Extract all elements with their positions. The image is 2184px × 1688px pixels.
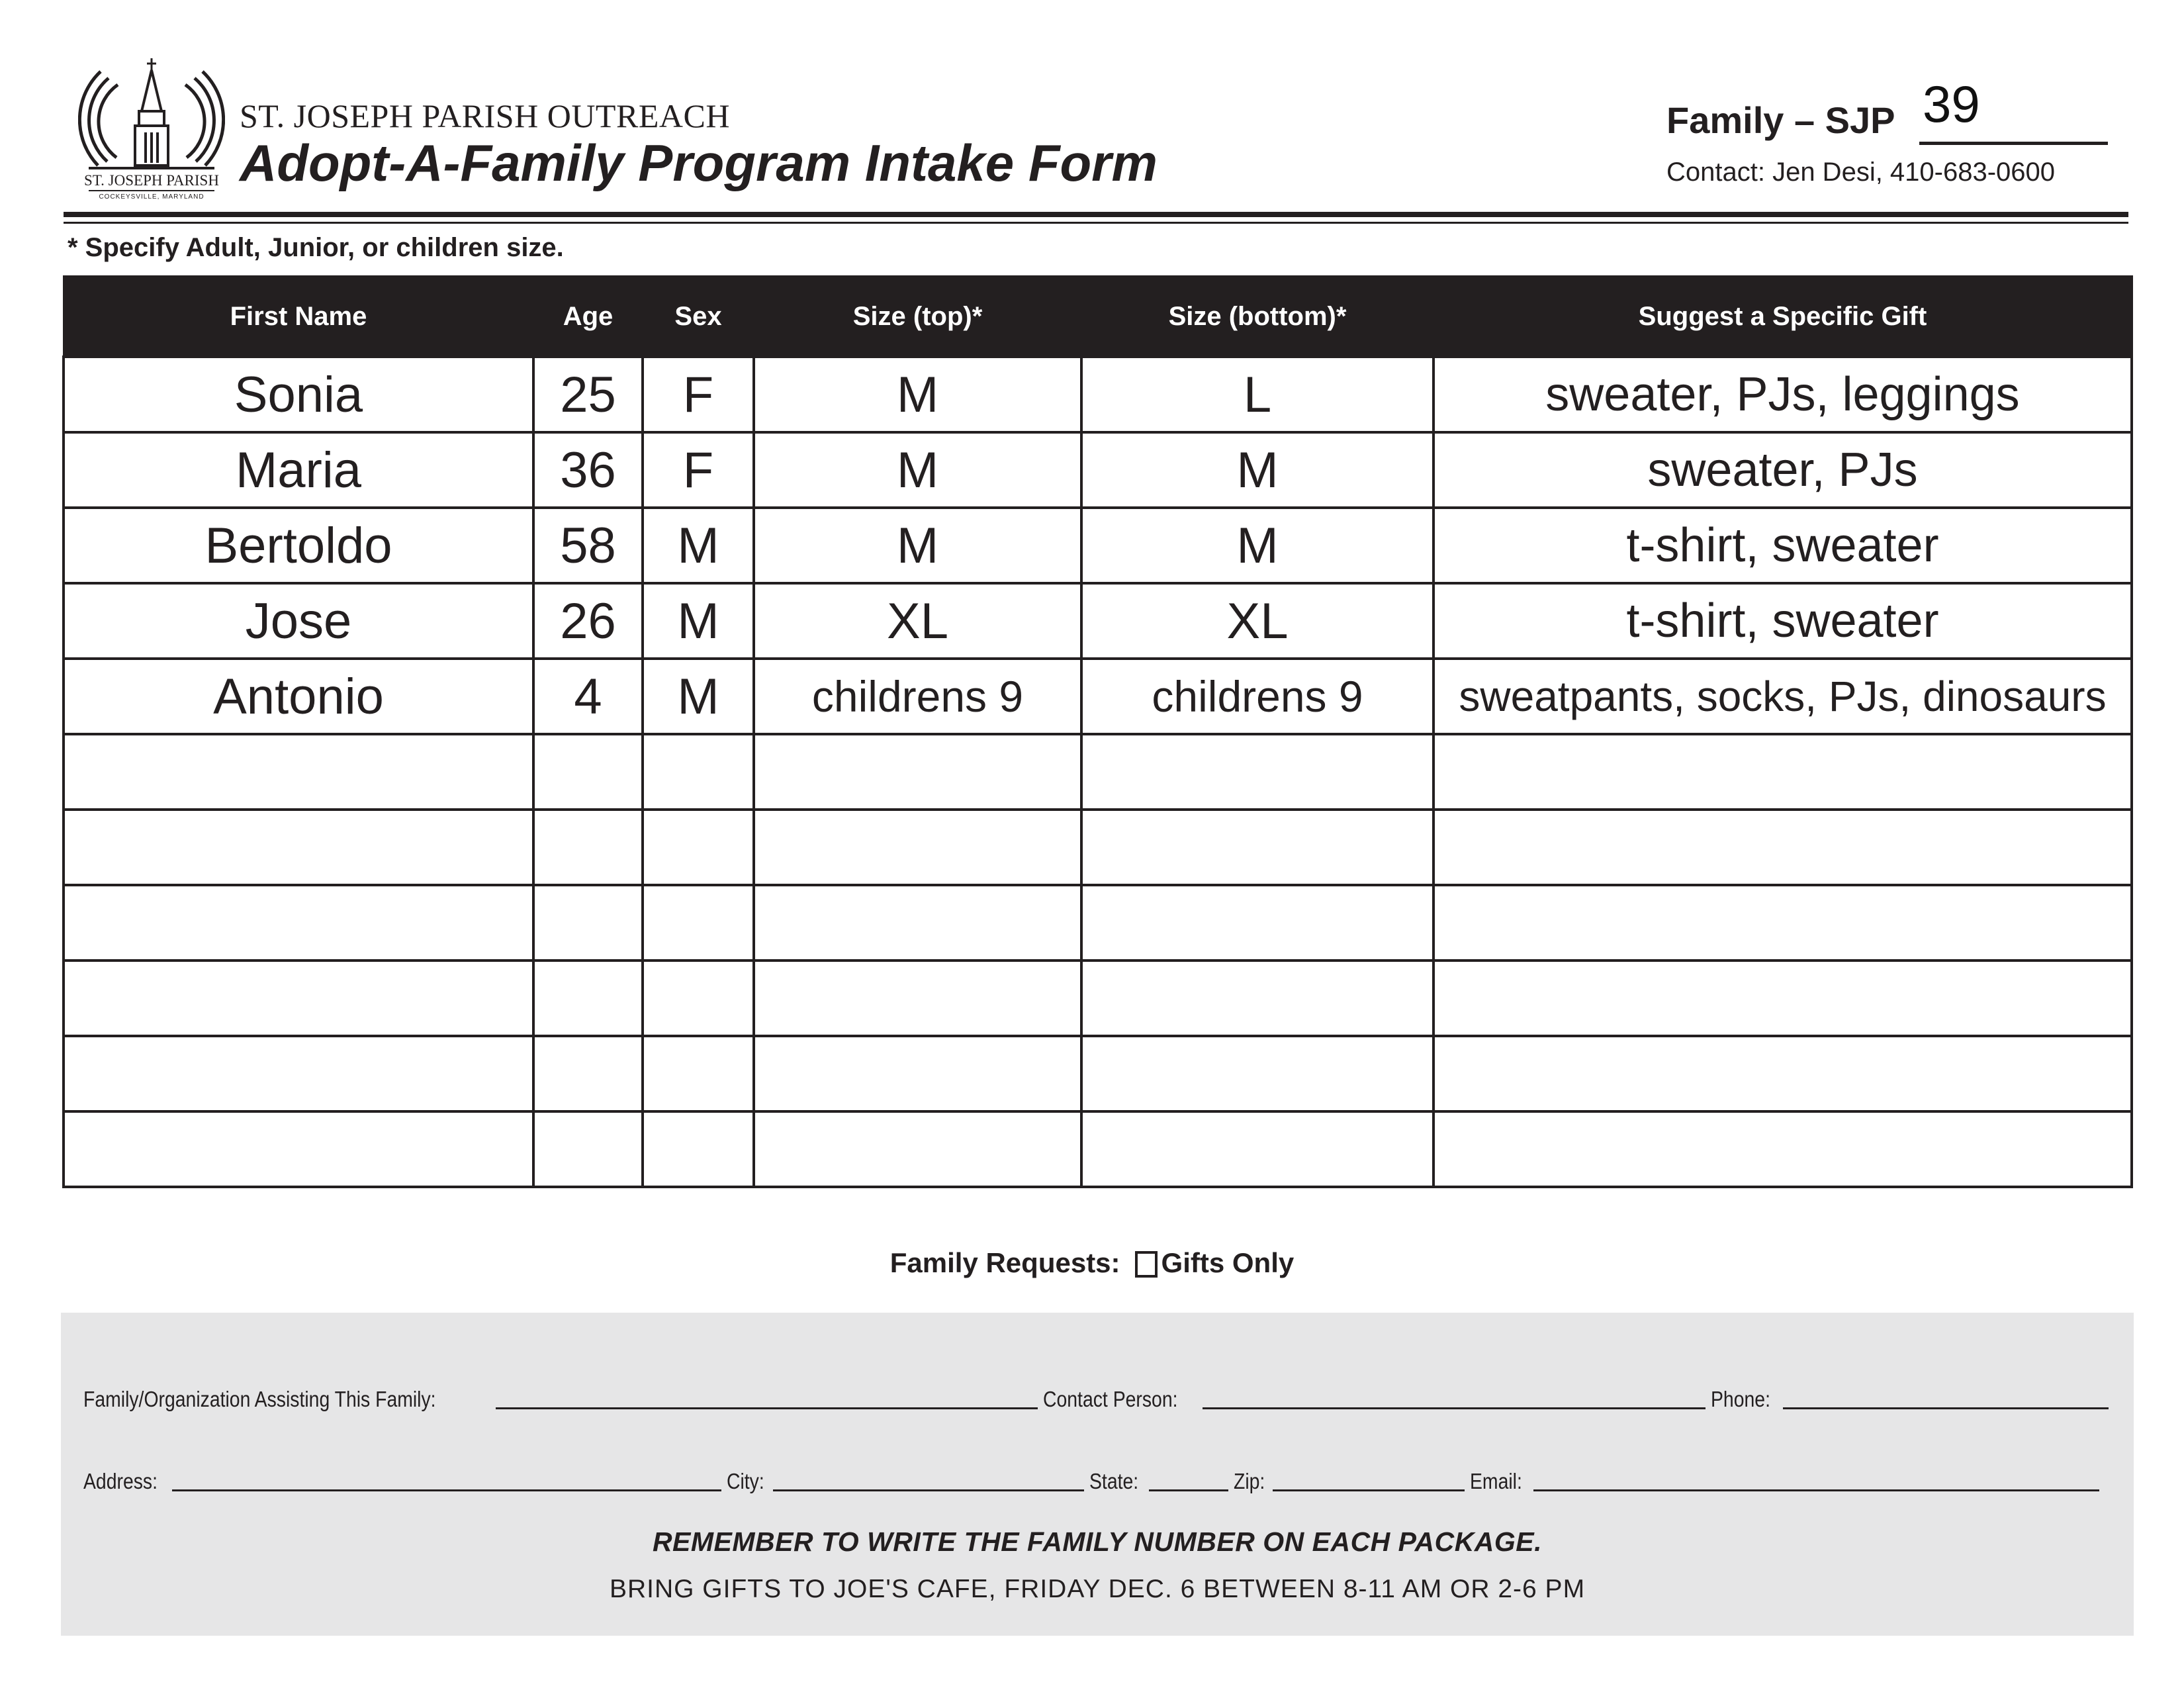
col-first-name: First Name: [64, 277, 533, 357]
table-row: [64, 357, 2132, 432]
size-top-cell[interactable]: [754, 734, 1081, 810]
table-row: [64, 432, 2132, 508]
size-top-cell[interactable]: M: [754, 432, 1081, 508]
sex-cell[interactable]: [643, 734, 754, 810]
table-row: [64, 659, 2132, 734]
age-cell[interactable]: 25: [533, 357, 643, 432]
gift-cell[interactable]: [1433, 734, 2132, 810]
drop-off-text: BRING GIFTS TO JOE'S CAFE, FRIDAY DEC. 6 BETWEEN 8-11 AM OR 2-6 PM: [609, 1575, 1586, 1603]
size-bottom-cell[interactable]: XL: [1081, 583, 1433, 659]
contact-person-label: Contact Person:: [1043, 1387, 1178, 1411]
state-field[interactable]: [1149, 1489, 1228, 1491]
city-field[interactable]: [773, 1489, 1084, 1491]
size-top-cell[interactable]: [754, 961, 1081, 1036]
sex-cell[interactable]: [643, 1111, 754, 1187]
table-row: [64, 885, 2132, 961]
parish-logo: [78, 58, 225, 201]
email-field[interactable]: [1533, 1489, 2099, 1491]
sex-cell[interactable]: [643, 961, 754, 1036]
table-row: [64, 1111, 2132, 1187]
age-cell[interactable]: [533, 885, 643, 961]
gift-cell[interactable]: sweater, PJs, leggings: [1433, 357, 2132, 432]
size-top-cell[interactable]: M: [754, 508, 1081, 583]
gift-cell[interactable]: [1433, 1111, 2132, 1187]
first-name-cell[interactable]: Maria: [64, 432, 533, 508]
size-bottom-cell[interactable]: [1081, 885, 1433, 961]
address-label: Address:: [83, 1469, 158, 1493]
email-label: Email:: [1470, 1469, 1523, 1493]
size-bottom-cell[interactable]: childrens 9: [1081, 659, 1433, 734]
city-label: City:: [727, 1469, 764, 1493]
gift-cell[interactable]: [1433, 885, 2132, 961]
logo-subtext: COCKEYSVILLE, MARYLAND: [99, 193, 205, 201]
first-name-cell[interactable]: [64, 810, 533, 885]
family-label: Family – SJP: [1666, 99, 1895, 141]
gift-cell[interactable]: sweatpants, socks, PJs, dinosaurs: [1433, 659, 2132, 734]
first-name-cell[interactable]: [64, 885, 533, 961]
gifts-only-checkbox[interactable]: [1135, 1251, 1158, 1278]
age-cell[interactable]: [533, 961, 643, 1036]
address-field[interactable]: [172, 1489, 721, 1491]
size-bottom-cell[interactable]: [1081, 1111, 1433, 1187]
table-row: [64, 810, 2132, 885]
size-bottom-cell[interactable]: L: [1081, 357, 1433, 432]
table-row: [64, 961, 2132, 1036]
first-name-cell[interactable]: [64, 1111, 533, 1187]
reminder-text: REMEMBER TO WRITE THE FAMILY NUMBER ON EACH PACKAGE.: [652, 1526, 1543, 1557]
size-top-cell[interactable]: childrens 9: [754, 659, 1081, 734]
age-cell[interactable]: [533, 1111, 643, 1187]
age-cell[interactable]: [533, 810, 643, 885]
assisting-label: Family/Organization Assisting This Family:: [83, 1387, 436, 1411]
phone-label: Phone:: [1711, 1387, 1771, 1411]
family-requests-label: Family Requests:: [889, 1247, 1120, 1278]
col-size-bottom: Size (bottom)*: [1081, 277, 1433, 357]
phone-field[interactable]: [1783, 1407, 2109, 1409]
first-name-cell[interactable]: [64, 734, 533, 810]
sex-cell[interactable]: [643, 810, 754, 885]
gift-cell[interactable]: [1433, 810, 2132, 885]
table-row: [64, 508, 2132, 583]
gift-cell[interactable]: [1433, 1036, 2132, 1111]
age-cell[interactable]: 26: [533, 583, 643, 659]
page-title: Adopt-A-Family Program Intake Form: [240, 134, 1158, 192]
size-top-cell[interactable]: M: [754, 357, 1081, 432]
table-header-row: [64, 277, 2132, 357]
size-bottom-cell[interactable]: [1081, 961, 1433, 1036]
size-note: * Specify Adult, Junior, or children size.: [68, 233, 564, 262]
header-divider: [64, 212, 2128, 217]
zip-field[interactable]: [1273, 1489, 1465, 1491]
table-row: [64, 734, 2132, 810]
size-bottom-cell[interactable]: M: [1081, 432, 1433, 508]
first-name-cell[interactable]: Jose: [64, 583, 533, 659]
sex-cell[interactable]: [643, 1036, 754, 1111]
gift-cell[interactable]: sweater, PJs: [1433, 432, 2132, 508]
sex-cell[interactable]: M: [643, 508, 754, 583]
size-top-cell[interactable]: [754, 885, 1081, 961]
address-row: [83, 1469, 2114, 1494]
size-top-cell[interactable]: [754, 1111, 1081, 1187]
zip-label: Zip:: [1234, 1469, 1265, 1493]
contact-person-field[interactable]: [1203, 1407, 1706, 1409]
size-top-cell[interactable]: [754, 810, 1081, 885]
gift-cell[interactable]: t-shirt, sweater: [1433, 508, 2132, 583]
sponsor-row: [83, 1387, 2114, 1412]
first-name-cell[interactable]: Bertoldo: [64, 508, 533, 583]
gifts-only-label: Gifts Only: [1161, 1247, 1295, 1278]
header-divider-thin: [64, 222, 2128, 224]
table-row: [64, 1036, 2132, 1111]
age-cell[interactable]: 4: [533, 659, 643, 734]
size-top-cell[interactable]: XL: [754, 583, 1081, 659]
sex-cell[interactable]: [643, 885, 754, 961]
size-bottom-cell[interactable]: [1081, 810, 1433, 885]
family-number-field[interactable]: [1919, 142, 2108, 145]
age-cell[interactable]: [533, 1036, 643, 1111]
family-members-table: [62, 275, 2133, 1188]
contact-info: Contact: Jen Desi, 410-683-0600: [1666, 158, 2056, 187]
size-bottom-cell[interactable]: [1081, 1036, 1433, 1111]
gift-cell[interactable]: t-shirt, sweater: [1433, 583, 2132, 659]
sex-cell[interactable]: M: [643, 659, 754, 734]
sex-cell[interactable]: M: [643, 583, 754, 659]
age-cell[interactable]: 58: [533, 508, 643, 583]
first-name-cell[interactable]: Sonia: [64, 357, 533, 432]
table-row: [64, 583, 2132, 659]
first-name-cell[interactable]: [64, 1036, 533, 1111]
family-number-value: 39: [1923, 75, 1980, 133]
sex-cell[interactable]: F: [643, 432, 754, 508]
col-size-top: Size (top)*: [754, 277, 1081, 357]
gift-cell[interactable]: [1433, 961, 2132, 1036]
assisting-field[interactable]: [496, 1407, 1038, 1409]
sex-cell[interactable]: F: [643, 357, 754, 432]
church-steeple-icon: [78, 58, 225, 201]
family-requests: [0, 1249, 2184, 1278]
first-name-cell[interactable]: Antonio: [64, 659, 533, 734]
size-bottom-cell[interactable]: M: [1081, 508, 1433, 583]
age-cell[interactable]: 36: [533, 432, 643, 508]
col-sex: Sex: [643, 277, 754, 357]
state-label: State:: [1089, 1469, 1139, 1493]
size-top-cell[interactable]: [754, 1036, 1081, 1111]
size-bottom-cell[interactable]: [1081, 734, 1433, 810]
logo-text: ST. JOSEPH PARISH: [84, 172, 219, 189]
col-gift: Suggest a Specific Gift: [1433, 277, 2132, 357]
org-name: ST. JOSEPH PARISH OUTREACH: [240, 97, 730, 134]
age-cell[interactable]: [533, 734, 643, 810]
col-age: Age: [533, 277, 643, 357]
first-name-cell[interactable]: [64, 961, 533, 1036]
sponsor-info-panel: [61, 1313, 2134, 1636]
